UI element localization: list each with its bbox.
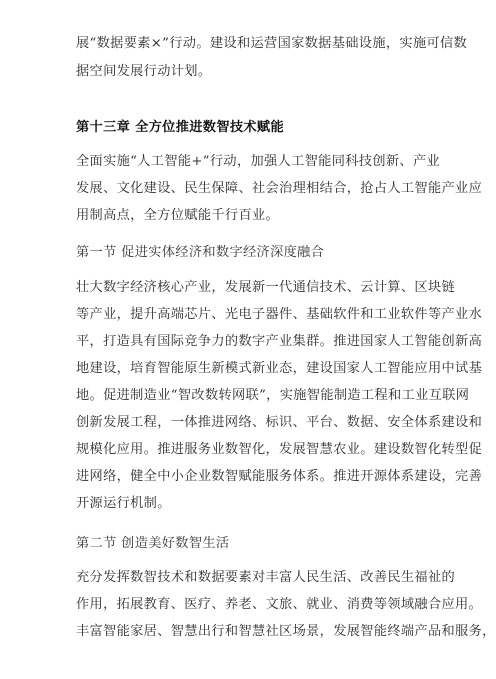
- paragraph-line: 进网络，健全中小企业数智赋能服务体系。推进开源体系建设，完善: [76, 469, 483, 484]
- paragraph-line: 地建设，培育智能原生新模式新业态，建设国家人工智能应用中试基: [76, 361, 483, 376]
- paragraph-line: 规模化应用。推进服务业数智化，发展智慧农业。建设数智化转型促: [76, 442, 483, 457]
- chapter-title: 第十三章 全方位推进数智技术赋能: [76, 120, 285, 135]
- section-title: 第二节 创造美好数智生活: [76, 536, 230, 551]
- paragraph-line: 创新发展工程，一体推进网络、标识、平台、数据、安全体系建设和: [76, 415, 483, 430]
- paragraph-line: 壮大数字经济核心产业，发展新一代通信技术、云计算、区块链: [76, 280, 456, 295]
- paragraph-line: 发展、文化建设、民生保障、社会治理相结合，抢占人工智能产业应: [76, 181, 483, 196]
- paragraph-line: 充分发挥数智技术和数据要素对丰富人民生活、改善民生福祉的: [76, 570, 456, 585]
- paragraph-line: 据空间发展行动计划。: [76, 64, 212, 79]
- paragraph-line: 全面实施“人工智能+”行动，加强人工智能同科技创新、产业: [76, 154, 441, 169]
- paragraph-line: 丰富智能家居、智慧出行和智慧社区场景，发展智能终端产品和服务，: [76, 624, 496, 639]
- paragraph-line: 开源运行机制。: [76, 496, 171, 511]
- paragraph-line: 地。促进制造业“智改数转网联”，实施智能制造工程和工业互联网: [76, 388, 470, 403]
- paragraph-line: 平，打造具有国际竞争力的数字产业集群。推进国家人工智能创新高: [76, 334, 483, 349]
- paragraph-line: 等产业，提升高端芯片、光电子器件、基础软件和工业软件等产业水: [76, 307, 483, 322]
- section-title: 第一节 促进实体经济和数字经济深度融合: [76, 245, 325, 260]
- paragraph-line: 展“数据要素×”行动。建设和运营国家数据基础设施，实施可信数: [76, 36, 468, 51]
- paragraph-line: 用制高点，全方位赋能千行百业。: [76, 208, 280, 223]
- paragraph-line: 作用，拓展教育、医疗、养老、文旅、就业、消费等领域融合应用。: [76, 597, 483, 612]
